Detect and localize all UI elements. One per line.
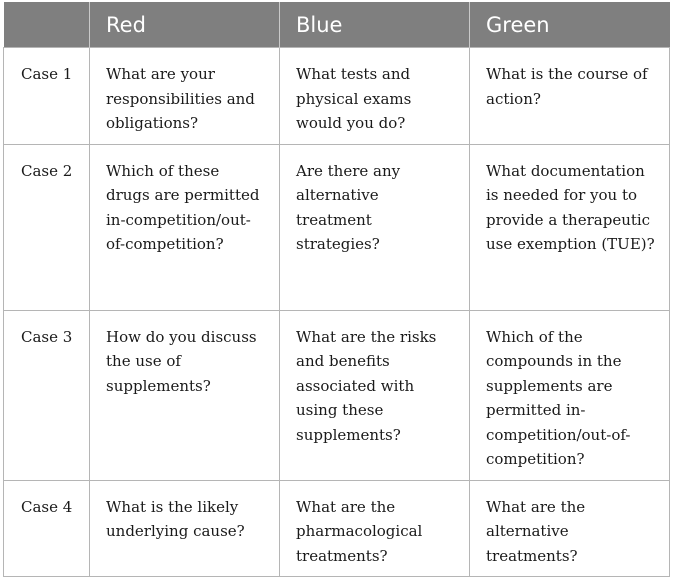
- blue-question: Are there any alternative treatment strategies?: [280, 144, 470, 310]
- case-label: Case 2: [4, 144, 90, 310]
- table-row: [4, 144, 670, 310]
- header-green: Green: [470, 2, 670, 48]
- case-questions-table: [3, 2, 670, 577]
- header-empty: [4, 2, 90, 48]
- header-row: [4, 2, 670, 48]
- green-question: Which of the compounds in the supplements are permitted in-competition/out-of-competition?: [470, 310, 670, 480]
- table-row: [4, 310, 670, 480]
- table-row: [4, 48, 670, 145]
- table-row: [4, 480, 670, 577]
- red-question: What are your responsibilities and obligations?: [90, 48, 280, 145]
- blue-question: What tests and physical exams would you do?: [280, 48, 470, 145]
- green-question: What is the course of action?: [470, 48, 670, 145]
- case-label: Case 1: [4, 48, 90, 145]
- green-question: What are the alternative treatments?: [470, 480, 670, 577]
- red-question: Which of these drugs are permitted in-competition/out-of-competition?: [90, 144, 280, 310]
- red-question: What is the likely underlying cause?: [90, 480, 280, 577]
- case-label: Case 3: [4, 310, 90, 480]
- green-question: What documentation is needed for you to provide a therapeutic use exemption (TUE)?: [470, 144, 670, 310]
- blue-question: What are the risks and benefits associated with using these supplements?: [280, 310, 470, 480]
- header-red: Red: [90, 2, 280, 48]
- blue-question: What are the pharmacological treatments?: [280, 480, 470, 577]
- red-question: How do you discuss the use of supplements?: [90, 310, 280, 480]
- case-label: Case 4: [4, 480, 90, 577]
- header-blue: Blue: [280, 2, 470, 48]
